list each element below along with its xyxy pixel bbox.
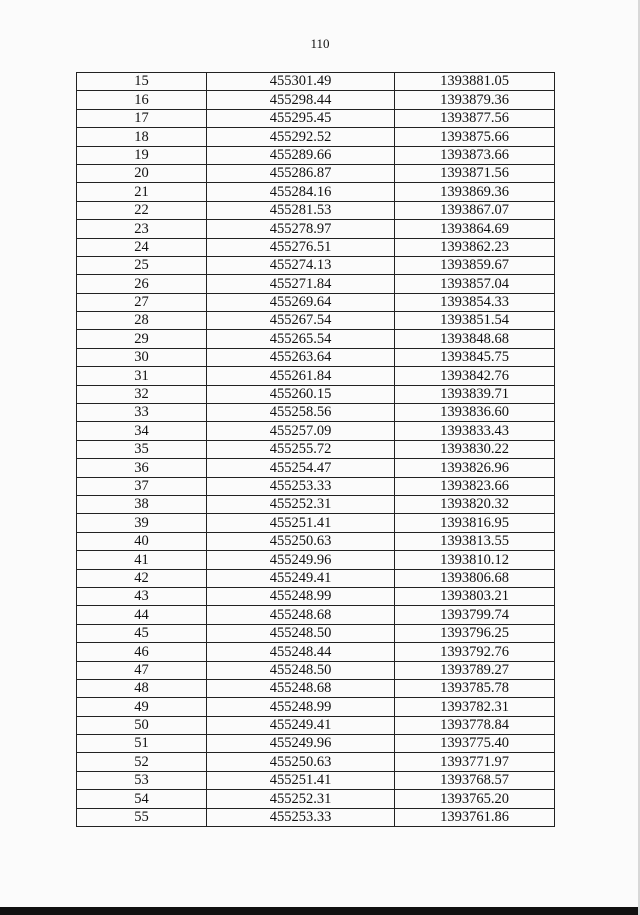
point-number-cell: 25: [77, 256, 207, 274]
x-coordinate-cell: 455276.51: [207, 238, 395, 256]
table-row: [77, 679, 555, 697]
table-row: [77, 330, 555, 348]
table-row: [77, 661, 555, 679]
table-row: [77, 569, 555, 587]
point-number-cell: 51: [77, 735, 207, 753]
x-coordinate-cell: 455267.54: [207, 312, 395, 330]
x-coordinate-cell: 455255.72: [207, 440, 395, 458]
table-row: [77, 698, 555, 716]
x-coordinate-cell: 455248.68: [207, 679, 395, 697]
x-coordinate-cell: 455292.52: [207, 128, 395, 146]
point-number-cell: 20: [77, 164, 207, 182]
point-number-cell: 29: [77, 330, 207, 348]
point-number-cell: 46: [77, 643, 207, 661]
table-row: [77, 440, 555, 458]
table-row: [77, 91, 555, 109]
y-coordinate-cell: 1393848.68: [395, 330, 555, 348]
table-row: [77, 201, 555, 219]
point-number-cell: 16: [77, 91, 207, 109]
table-row: [77, 146, 555, 164]
y-coordinate-cell: 1393816.95: [395, 514, 555, 532]
point-number-cell: 18: [77, 128, 207, 146]
y-coordinate-cell: 1393869.36: [395, 183, 555, 201]
y-coordinate-cell: 1393859.67: [395, 256, 555, 274]
point-number-cell: 32: [77, 385, 207, 403]
x-coordinate-cell: 455250.63: [207, 753, 395, 771]
point-number-cell: 37: [77, 477, 207, 495]
x-coordinate-cell: 455251.41: [207, 514, 395, 532]
y-coordinate-cell: 1393820.32: [395, 495, 555, 513]
x-coordinate-cell: 455251.41: [207, 771, 395, 789]
table-row: [77, 790, 555, 808]
y-coordinate-cell: 1393810.12: [395, 551, 555, 569]
y-coordinate-cell: 1393830.22: [395, 440, 555, 458]
x-coordinate-cell: 455252.31: [207, 790, 395, 808]
point-number-cell: 55: [77, 808, 207, 826]
point-number-cell: 54: [77, 790, 207, 808]
table-row: [77, 735, 555, 753]
x-coordinate-cell: 455271.84: [207, 275, 395, 293]
point-number-cell: 30: [77, 348, 207, 366]
table-row: [77, 312, 555, 330]
point-number-cell: 43: [77, 587, 207, 605]
y-coordinate-cell: 1393813.55: [395, 532, 555, 550]
x-coordinate-cell: 455248.50: [207, 624, 395, 642]
table-row: [77, 477, 555, 495]
x-coordinate-cell: 455252.31: [207, 495, 395, 513]
point-number-cell: 27: [77, 293, 207, 311]
coordinate-table: [76, 72, 555, 827]
point-number-cell: 19: [77, 146, 207, 164]
y-coordinate-cell: 1393864.69: [395, 220, 555, 238]
table-row: [77, 238, 555, 256]
table-row: [77, 587, 555, 605]
x-coordinate-cell: 455249.96: [207, 735, 395, 753]
y-coordinate-cell: 1393796.25: [395, 624, 555, 642]
x-coordinate-cell: 455248.44: [207, 643, 395, 661]
y-coordinate-cell: 1393782.31: [395, 698, 555, 716]
y-coordinate-cell: 1393836.60: [395, 404, 555, 422]
y-coordinate-cell: 1393854.33: [395, 293, 555, 311]
point-number-cell: 47: [77, 661, 207, 679]
point-number-cell: 22: [77, 201, 207, 219]
point-number-cell: 49: [77, 698, 207, 716]
table-row: [77, 367, 555, 385]
table-row: [77, 459, 555, 477]
table-row: [77, 753, 555, 771]
x-coordinate-cell: 455253.33: [207, 477, 395, 495]
x-coordinate-cell: 455248.68: [207, 606, 395, 624]
x-coordinate-cell: 455274.13: [207, 256, 395, 274]
x-coordinate-cell: 455249.41: [207, 569, 395, 587]
table-row: [77, 348, 555, 366]
table-row: [77, 73, 555, 91]
point-number-cell: 28: [77, 312, 207, 330]
table-row: [77, 551, 555, 569]
y-coordinate-cell: 1393842.76: [395, 367, 555, 385]
table-row: [77, 183, 555, 201]
point-number-cell: 15: [77, 73, 207, 91]
y-coordinate-cell: 1393845.75: [395, 348, 555, 366]
table-row: [77, 164, 555, 182]
point-number-cell: 35: [77, 440, 207, 458]
y-coordinate-cell: 1393771.97: [395, 753, 555, 771]
point-number-cell: 33: [77, 404, 207, 422]
point-number-cell: 42: [77, 569, 207, 587]
y-coordinate-cell: 1393833.43: [395, 422, 555, 440]
y-coordinate-cell: 1393851.54: [395, 312, 555, 330]
y-coordinate-cell: 1393761.86: [395, 808, 555, 826]
point-number-cell: 40: [77, 532, 207, 550]
table-row: [77, 256, 555, 274]
y-coordinate-cell: 1393789.27: [395, 661, 555, 679]
point-number-cell: 26: [77, 275, 207, 293]
x-coordinate-cell: 455289.66: [207, 146, 395, 164]
y-coordinate-cell: 1393803.21: [395, 587, 555, 605]
y-coordinate-cell: 1393839.71: [395, 385, 555, 403]
y-coordinate-cell: 1393806.68: [395, 569, 555, 587]
x-coordinate-cell: 455261.84: [207, 367, 395, 385]
x-coordinate-cell: 455286.87: [207, 164, 395, 182]
table-row: [77, 220, 555, 238]
table-row: [77, 716, 555, 734]
table-row: [77, 532, 555, 550]
point-number-cell: 52: [77, 753, 207, 771]
x-coordinate-cell: 455249.96: [207, 551, 395, 569]
point-number-cell: 41: [77, 551, 207, 569]
x-coordinate-cell: 455284.16: [207, 183, 395, 201]
table-row: [77, 514, 555, 532]
table-row: [77, 495, 555, 513]
x-coordinate-cell: 455254.47: [207, 459, 395, 477]
page-bottom-edge: [0, 907, 640, 915]
point-number-cell: 31: [77, 367, 207, 385]
point-number-cell: 38: [77, 495, 207, 513]
point-number-cell: 17: [77, 109, 207, 127]
x-coordinate-cell: 455257.09: [207, 422, 395, 440]
y-coordinate-cell: 1393826.96: [395, 459, 555, 477]
page-number: 110: [310, 36, 330, 51]
table-row: [77, 385, 555, 403]
x-coordinate-cell: 455253.33: [207, 808, 395, 826]
table-row: [77, 643, 555, 661]
table-row: [77, 293, 555, 311]
y-coordinate-cell: 1393877.56: [395, 109, 555, 127]
point-number-cell: 23: [77, 220, 207, 238]
table-row: [77, 275, 555, 293]
table-row: [77, 606, 555, 624]
y-coordinate-cell: 1393867.07: [395, 201, 555, 219]
x-coordinate-cell: 455301.49: [207, 73, 395, 91]
y-coordinate-cell: 1393785.78: [395, 679, 555, 697]
y-coordinate-cell: 1393823.66: [395, 477, 555, 495]
x-coordinate-cell: 455278.97: [207, 220, 395, 238]
x-coordinate-cell: 455281.53: [207, 201, 395, 219]
table-row: [77, 624, 555, 642]
y-coordinate-cell: 1393778.84: [395, 716, 555, 734]
table-row: [77, 128, 555, 146]
y-coordinate-cell: 1393799.74: [395, 606, 555, 624]
point-number-cell: 36: [77, 459, 207, 477]
x-coordinate-cell: 455295.45: [207, 109, 395, 127]
x-coordinate-cell: 455248.99: [207, 698, 395, 716]
point-number-cell: 39: [77, 514, 207, 532]
y-coordinate-cell: 1393879.36: [395, 91, 555, 109]
point-number-cell: 21: [77, 183, 207, 201]
x-coordinate-cell: 455269.64: [207, 293, 395, 311]
y-coordinate-cell: 1393862.23: [395, 238, 555, 256]
table-row: [77, 808, 555, 826]
x-coordinate-cell: 455258.56: [207, 404, 395, 422]
table-row: [77, 771, 555, 789]
x-coordinate-cell: 455249.41: [207, 716, 395, 734]
x-coordinate-cell: 455248.50: [207, 661, 395, 679]
table-row: [77, 404, 555, 422]
y-coordinate-cell: 1393873.66: [395, 146, 555, 164]
y-coordinate-cell: 1393768.57: [395, 771, 555, 789]
y-coordinate-cell: 1393871.56: [395, 164, 555, 182]
point-number-cell: 50: [77, 716, 207, 734]
x-coordinate-cell: 455250.63: [207, 532, 395, 550]
table-row: [77, 422, 555, 440]
y-coordinate-cell: 1393875.66: [395, 128, 555, 146]
table-row: [77, 109, 555, 127]
point-number-cell: 48: [77, 679, 207, 697]
y-coordinate-cell: 1393775.40: [395, 735, 555, 753]
x-coordinate-cell: 455298.44: [207, 91, 395, 109]
coordinate-table-body: [77, 73, 555, 827]
y-coordinate-cell: 1393765.20: [395, 790, 555, 808]
x-coordinate-cell: 455260.15: [207, 385, 395, 403]
x-coordinate-cell: 455248.99: [207, 587, 395, 605]
point-number-cell: 34: [77, 422, 207, 440]
y-coordinate-cell: 1393881.05: [395, 73, 555, 91]
x-coordinate-cell: 455263.64: [207, 348, 395, 366]
point-number-cell: 53: [77, 771, 207, 789]
point-number-cell: 24: [77, 238, 207, 256]
x-coordinate-cell: 455265.54: [207, 330, 395, 348]
point-number-cell: 44: [77, 606, 207, 624]
point-number-cell: 45: [77, 624, 207, 642]
y-coordinate-cell: 1393792.76: [395, 643, 555, 661]
y-coordinate-cell: 1393857.04: [395, 275, 555, 293]
